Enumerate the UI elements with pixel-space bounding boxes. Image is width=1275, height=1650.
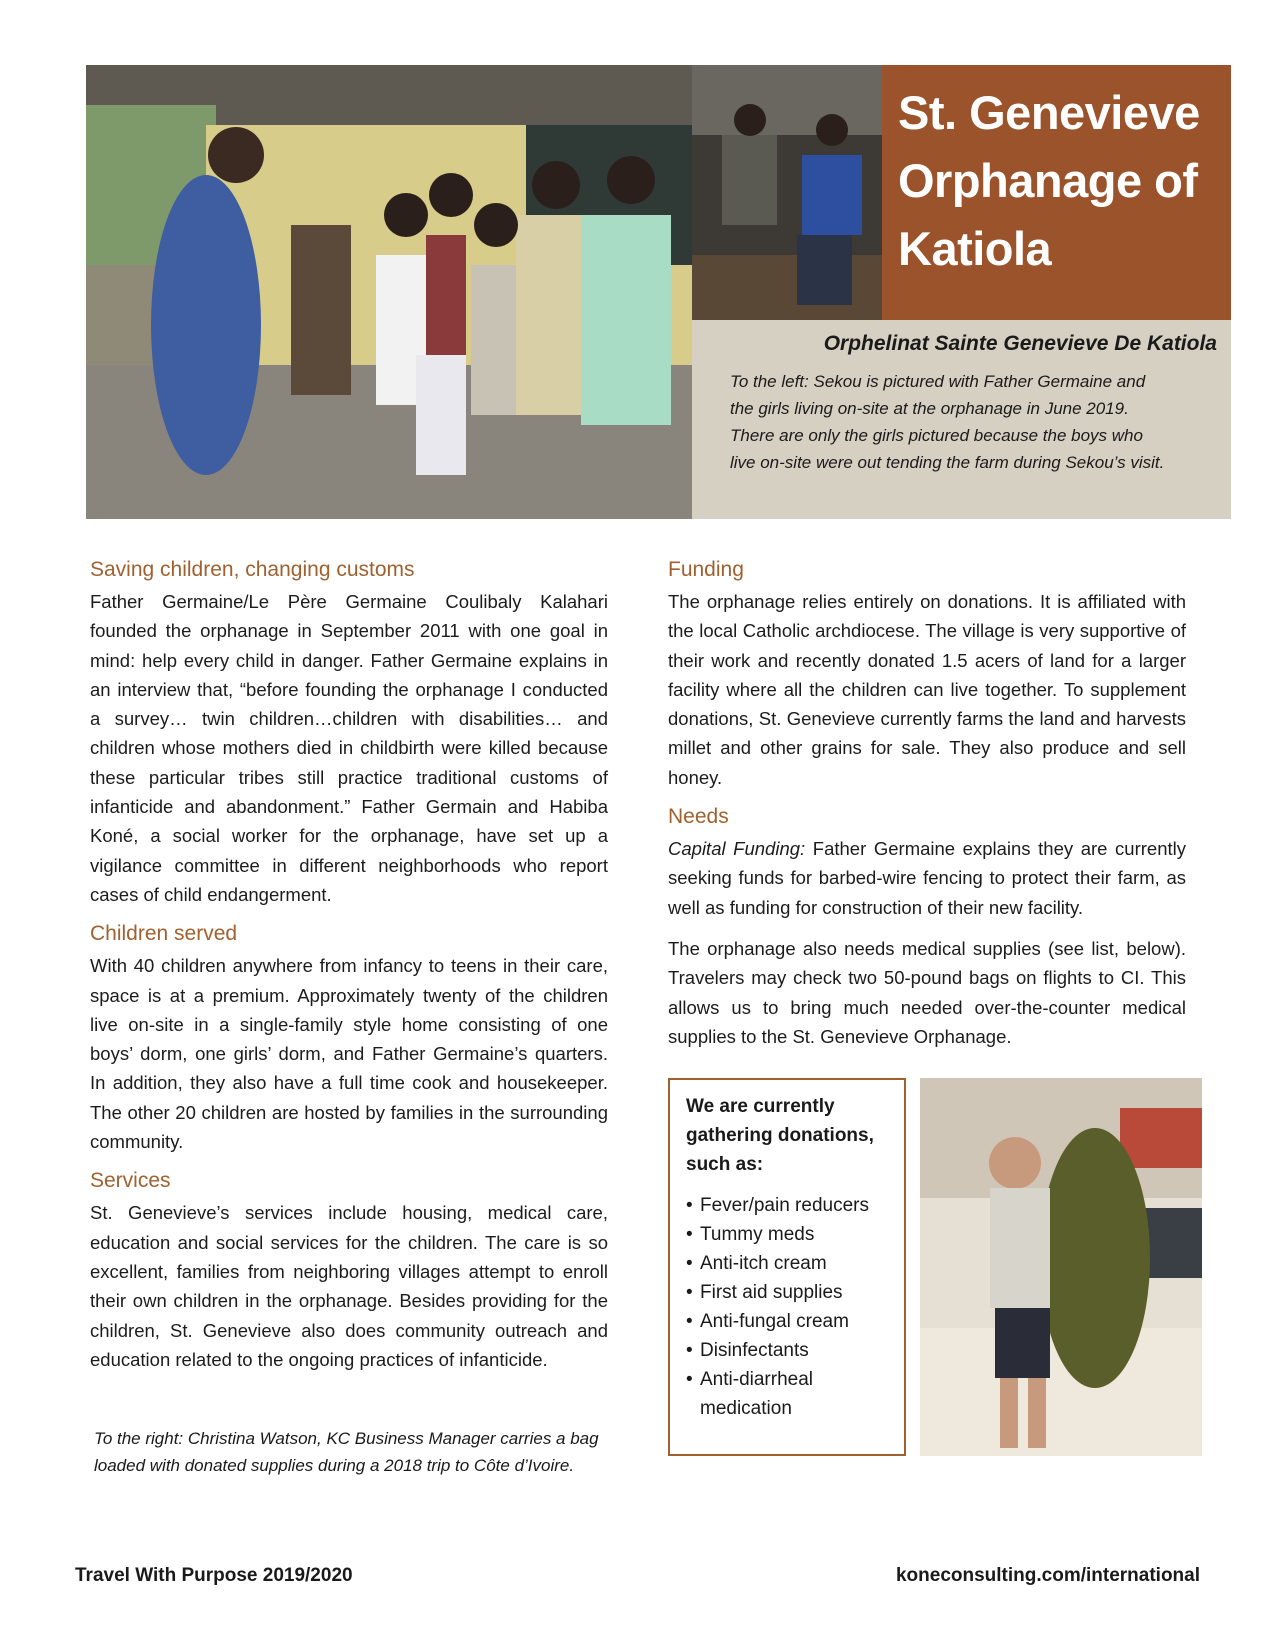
donations-list [686,1191,894,1423]
photo-christina-with-bag [920,1078,1202,1456]
section-body: The orphanage relies entirely on donations. It is affiliated with the local Catholic archdiocese. The village is very supportive of their work and recently donated 1.5 acers of land for a larger facility where all the children can live together. To supplement donations, St. Genevieve currently farms the land and harvests millet and other grains for sale. They also produce and sell honey. [668,591,1186,788]
footer-left: Travel With Purpose 2019/2020 [75,1565,353,1586]
right-column [668,555,1186,1061]
photo-note-line: To the right: Christina Watson, KC Business Manager carries a bag [94,1429,599,1448]
subtitle: Orphelinat Sainte Genevieve De Katiola [823,332,1217,355]
capital-funding-label: Capital Funding: [668,838,806,860]
page-title [898,79,1217,283]
section-services [90,1166,608,1374]
section-body: St. Genevieve’s services include housing, medical care, education and social services for the children. The care is so excellent, families from neighboring villages attempt to enroll their own children in the orphanage. Besides providing for the children, St. Genevieve also does community outreach and education related to the ongoing practices of infanticide. [90,1202,608,1370]
section-heading: Services [90,1169,171,1193]
left-column [90,555,608,1384]
caption-line: There are only the girls pictured because the boys who [730,426,1143,445]
section-saving-children [90,555,608,909]
section-heading: Needs [668,805,729,829]
photo-men-seated [692,65,882,320]
section-heading: Children served [90,922,238,946]
donation-item: • Anti-itch cream [686,1249,894,1278]
donation-item: • First aid supplies [686,1278,894,1307]
photo-note [94,1425,614,1479]
photo-men-seated-graphic [692,65,882,320]
title-line-1: St. Genevieve [898,86,1200,139]
caption-line: live on-site were out tending the farm during Sekou’s visit. [730,453,1165,472]
section-heading: Saving children, changing customs [90,558,415,581]
photo-caption [730,368,1190,476]
section-needs [668,802,1186,1051]
photo-note-line: loaded with donated supplies during a 2018 trip to Côte d’Ivoire. [94,1456,575,1475]
section-body: The orphanage also needs medical supplies (see list, below). Travelers may check two 50-pound bags on flights to CI. This allows us to bring much needed over-the-counter medical supplies to the St. Genevieve Orphanage. [668,937,1186,1047]
donations-box [668,1078,906,1456]
section-body: With 40 children anywhere from infancy to teens in their care, space is at a premium. Approximately twenty of the children live on-site in a single-family style home consisting of one boys’ dorm, one girls’ dorm, and Father Germaine’s quarters. In addition, they also have a full time cook and housekeeper. The other 20 children are hosted by families in the surrounding community. [90,955,608,1153]
donation-item: • Anti-fungal cream [686,1307,894,1336]
title-line-2: Orphanage of [898,154,1198,207]
capital-funding-text: Father Germaine explains they are currently seeking funds for barbed-wire fencing to protect their farm, as well as funding for construction of their new facility. [668,838,1186,918]
donations-heading: We are currently gathering donations, such as: [686,1096,874,1175]
photo-sekou-with-girls-graphic [86,65,692,519]
title-box [882,65,1231,320]
photo-sekou-with-girls [86,65,692,519]
donation-item: • Tummy meds [686,1220,894,1249]
section-heading: Funding [668,558,744,581]
caption-box [692,320,1231,519]
donation-item: • Fever/pain reducers [686,1191,894,1220]
caption-line: To the left: Sekou is pictured with Father Germaine and [730,372,1146,391]
section-body [668,834,1186,922]
donation-item: • Disinfectants [686,1336,894,1365]
footer-url[interactable]: koneconsulting.com/international [895,1565,1200,1586]
title-line-3: Katiola [898,222,1052,275]
section-body: Father Germaine/Le Père Germaine Coulibaly Kalahari founded the orphanage in September 2011 with one goal in mind: help every child in danger. Father Germaine explains in an interview that, “before founding the orphanage I conducted a survey… twin children…children with disabilities… and children whose mothers died in childbirth were killed because these particular tribes still practice traditional customs of infanticide and abandonment.” Father Germain and Habiba Koné, a social worker for the orphanage, have set up a vigilance committee in different neighborhoods who report cases of child endangerment. [90,591,608,905]
donation-item: • Anti-diarrheal medication [686,1365,894,1423]
caption-line: the girls living on-site at the orphanage in June 2019. [730,399,1129,418]
section-funding [668,555,1186,792]
section-children-served [90,919,608,1156]
photo-christina-with-bag-graphic [920,1078,1202,1456]
